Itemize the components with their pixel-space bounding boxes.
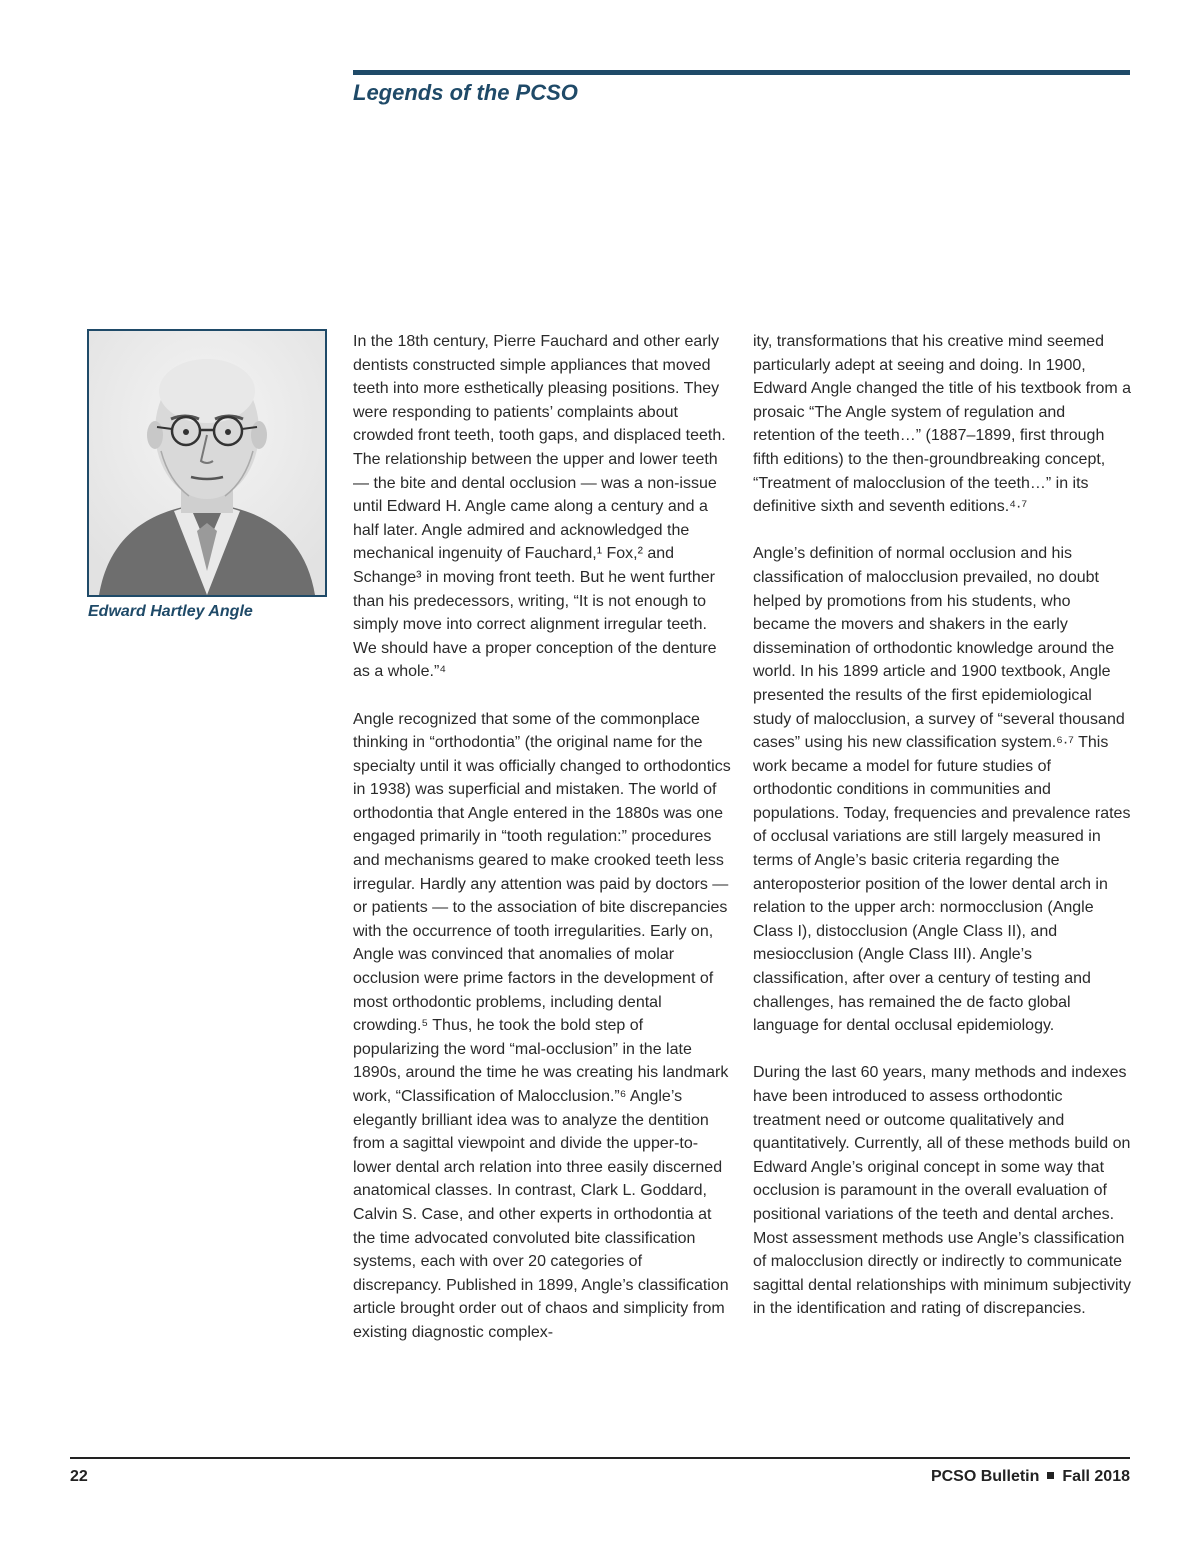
footer-publication xyxy=(931,1468,1130,1486)
paragraph: ity, transformations that his creative mind seemed particularly adept at seeing and doing. In 1900, Edward Angle changed the title of his textbook from a prosaic “The Angle system of regulation and retention of the teeth…” (1887–1899, first through fifth editions) to the then-groundbreaking concept, “Treatment of malocclusion of the teeth…” in its definitive sixth and seventh editions.⁴·⁷ xyxy=(753,333,1132,516)
page-number: 22 xyxy=(70,1468,88,1485)
footer-rule xyxy=(70,1457,1130,1459)
portrait-image xyxy=(87,329,327,597)
issue-date: Fall 2018 xyxy=(1062,1468,1130,1485)
paragraph: In the 18th century, Pierre Fauchard and other early dentists constructed simple appliances that moved teeth into more esthetically pleasing positions. They were responding to patients’ complaints about crowded front teeth, tooth gaps, and displaced teeth. The relationship between the upper and lower teeth — the bite and dental occlusion — was a non-issue until Edward H. Angle came along a century and a half later. Angle admired and acknowledged the mechanical ingenuity of Fauchard,¹ Fox,² and Schange³ in moving front teeth. But he went further than his predecessors, writing, “It is not enough to simply move into correct alignment irregular teeth. We should have a proper conception of the denture as a whole.”⁴ xyxy=(353,333,726,681)
portrait-drawing xyxy=(89,331,325,595)
paragraph: During the last 60 years, many methods and indexes have been introduced to assess orthodontic treatment need or outcome qualitatively and quantitatively. Currently, all of these methods build on Edward Angle’s original concept in some way that occlusion is paramount in the overall evaluation of positional variations of the teeth and dental arches. Most assessment methods use Angle’s classification of malocclusion directly or indirectly to communicate sagittal dental relationships with minimum subjectivity in the identification and rating of discrepancies. xyxy=(753,1064,1131,1318)
paragraph: Angle recognized that some of the commonplace thinking in “orthodontia” (the original name for the specialty until it was officially changed to orthodontics in 1938) was superficial and mistaken. The world of orthodontia that Angle entered in the 1880s was one engaged primarily in “tooth regulation:” procedures and mechanisms geared to make crooked teeth less irregular. Hardly any attention was paid by doctors — or patients — to the association of bite discrepancies with the occurrence of tooth irregularities. Early on, Angle was convinced that anomalies of molar occlusion were prime factors in the development of most orthodontic problems, including dental crowding.⁵ Thus, he took the bold step of popularizing the word “mal-occlusion” in the late 1890s, around the time he was creating his landmark work, “Classification of Malocclusion.”⁶ Angle’s elegantly brilliant idea was to analyze the dentition from a sagittal viewpoint and divide the upper-to-lower dental arch relation into three easily discerned anatomical classes. In contrast, Clark L. Goddard, Calvin S. Case, and other experts in orthodontia at the time advocated convoluted bite classification systems, each with over 20 categories of discrepancy. Published in 1899, Angle’s classification article brought order out of chaos and simplicity from existing diagnostic complex- xyxy=(353,710,731,1341)
section-title: Legends of the PCSO xyxy=(353,80,578,105)
separator-square-icon xyxy=(1047,1472,1054,1479)
article-column-right xyxy=(753,330,1131,1345)
publication-name: PCSO Bulletin xyxy=(930,1468,1040,1485)
article-column-left xyxy=(353,330,731,1368)
header-rule xyxy=(353,70,1130,75)
portrait-caption: Edward Hartley Angle xyxy=(88,603,253,620)
paragraph: Angle’s definition of normal occlusion and his classification of malocclusion prevailed, no doubt helped by promotions from his students, who became the movers and shakers in the early dissemination of orthodontic knowledge around the world. In his 1899 article and 1900 textbook, Angle presented the results of the first epidemiological study of malocclusion, a survey of “several thousand cases” using his new classification system.⁶·⁷ This work became a model for future studies of orthodontic conditions in communities and populations. Today, frequencies and prevalence rates of occlusal variations are still largely measured in terms of Angle’s basic criteria regarding the anteroposterior position of the lower dental arch in relation to the upper arch: normocclusion (Angle Class I), distocclusion (Angle Class II), and mesiocclusion (Angle Class III). Angle’s classification, after over a century of testing and challenges, has remained the de facto global language for dental occlusal epidemiology. xyxy=(753,545,1131,1035)
